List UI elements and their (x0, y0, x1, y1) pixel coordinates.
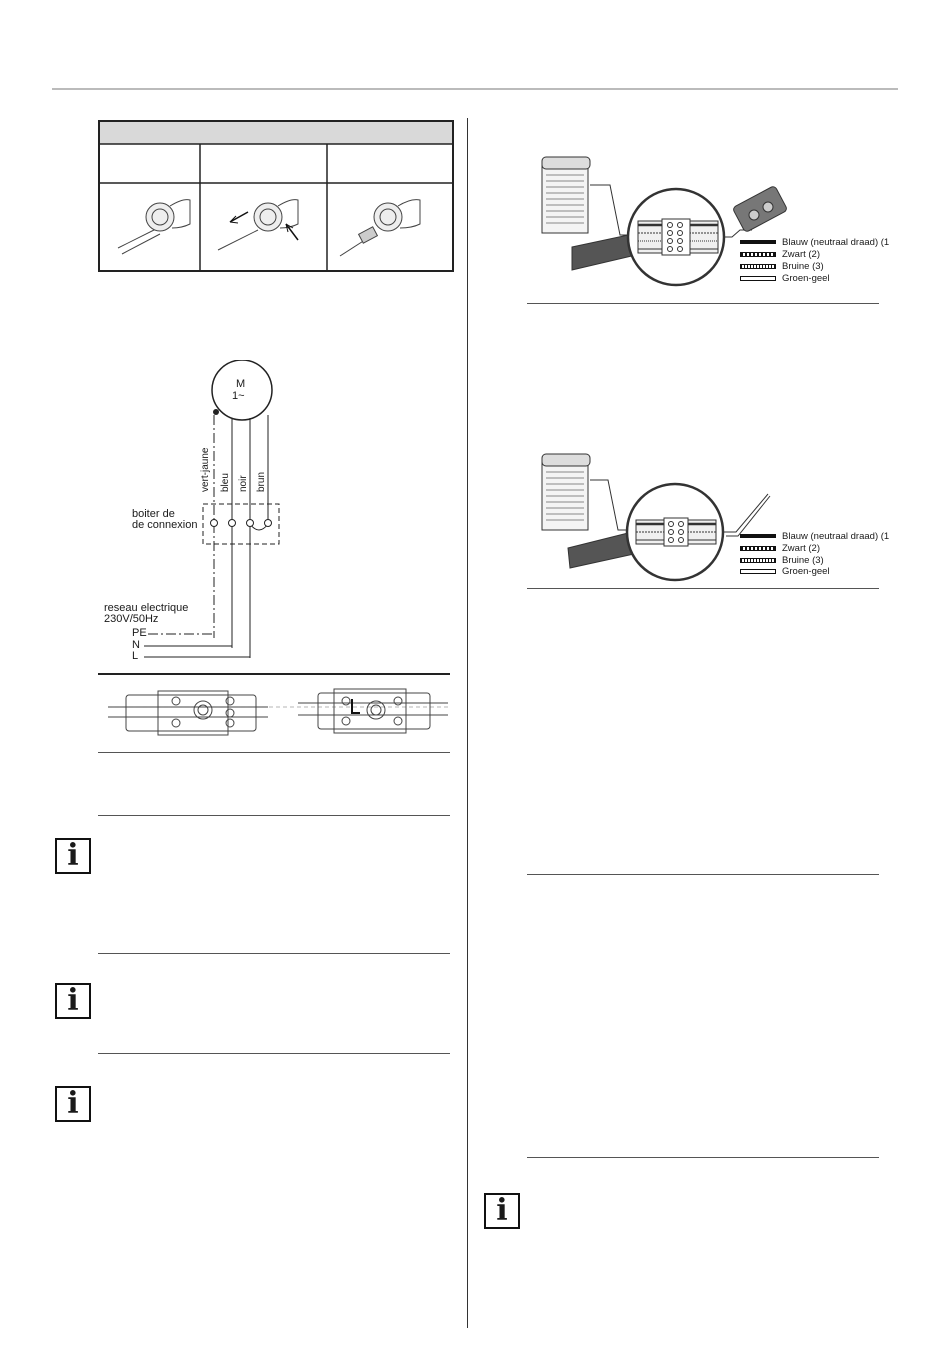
swatch-hatch (740, 252, 776, 257)
header-rule (52, 88, 898, 90)
rule-left-5 (98, 1053, 450, 1054)
wire-label-blue: bleu (220, 473, 231, 492)
swatch-hatch (740, 546, 776, 551)
terminal-pe: PE (132, 627, 147, 639)
rule-left-3 (98, 815, 450, 816)
legend-bottom-blue: Blauw (neutraal draad) (1 (740, 531, 889, 542)
terminal-l: L (132, 650, 139, 662)
swatch-open (740, 276, 776, 281)
wire-label-black: noir (238, 475, 249, 492)
terminal-block-graphic (108, 683, 448, 741)
rule-left-4 (98, 953, 450, 954)
info-icon: i (55, 838, 91, 874)
installation-switch-graphic (540, 155, 890, 295)
info-icon: i (55, 1086, 91, 1122)
wiring-diagram (98, 360, 398, 665)
legend-top-black: Zwart (2) (740, 249, 820, 260)
mains-label-1: reseau electrique (104, 602, 189, 614)
installation-illustration-cable (540, 450, 890, 585)
terminal-block-drawings (108, 683, 448, 741)
wire-label-green-yellow: vert-jaune (200, 447, 211, 492)
swatch-open (740, 569, 776, 574)
terminal-n: N (132, 639, 140, 651)
installation-illustration-switch (540, 155, 890, 295)
legend-bottom-green-yellow: Groen-geel (740, 566, 830, 577)
rule-left-2 (98, 752, 450, 753)
installation-cable-graphic (540, 450, 890, 585)
rule-right-1 (527, 303, 879, 304)
legend-bottom-brown: Bruine (3) (740, 555, 824, 566)
info-icon: i (55, 983, 91, 1019)
legend-top-green-yellow: Groen-geel (740, 273, 830, 284)
legend-bottom-black: Zwart (2) (740, 543, 820, 554)
connector-table-graphic (98, 120, 454, 272)
column-divider (467, 118, 468, 1328)
junction-box-label-2: de connexion (132, 519, 198, 531)
mains-label-2: 230V/50Hz (104, 613, 159, 625)
rule-right-3 (527, 874, 879, 875)
rule-right-4 (527, 1157, 879, 1158)
rule-right-2 (527, 588, 879, 589)
legend-top-brown: Bruine (3) (740, 261, 824, 272)
connector-table (98, 120, 454, 272)
motor-label: M (236, 378, 246, 390)
junction-box-label-1: boiter de (132, 508, 175, 520)
info-icon: i (484, 1193, 520, 1229)
swatch-dots (740, 558, 776, 563)
motor-phase-label: 1~ (232, 390, 245, 402)
legend-top-blue: Blauw (neutraal draad) (1 (740, 237, 889, 248)
rule-left-1 (98, 673, 450, 675)
swatch-dots (740, 264, 776, 269)
swatch-solid (740, 534, 776, 538)
swatch-solid (740, 240, 776, 244)
wire-label-brown: brun (256, 471, 267, 492)
